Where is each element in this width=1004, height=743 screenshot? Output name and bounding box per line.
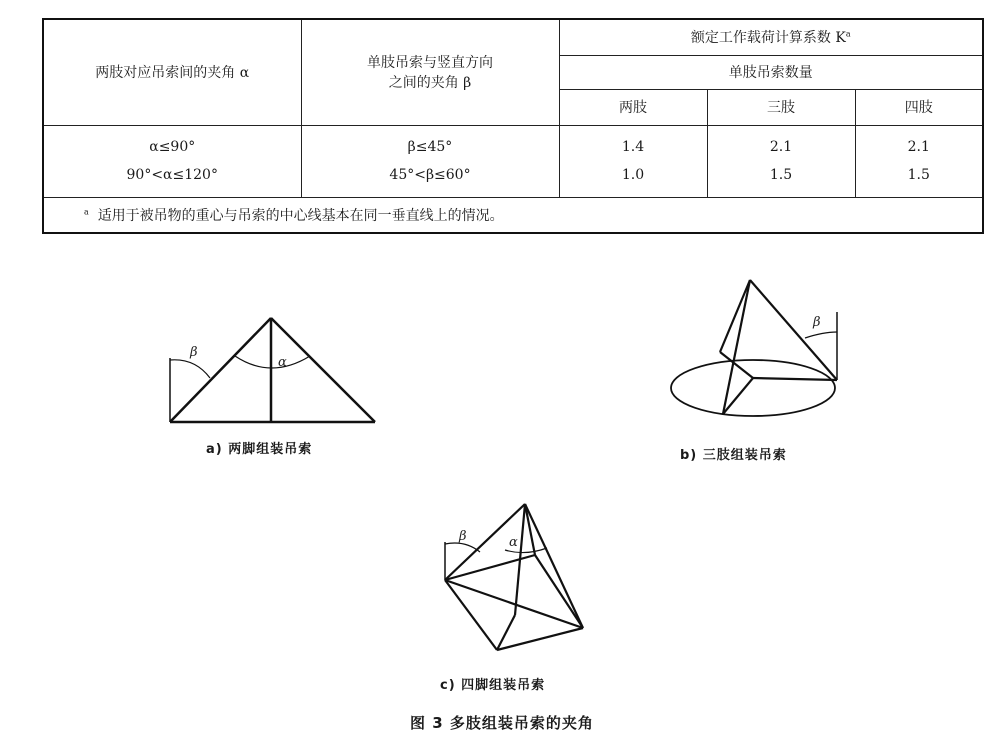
fig-c-base-front xyxy=(497,628,583,650)
fig-b-base-ellipse xyxy=(671,360,835,416)
fig-a-alpha-arc xyxy=(235,356,310,368)
fig-b-base-edge-1 xyxy=(720,352,753,378)
cell-beta-row2: 45°<β≤60° xyxy=(389,167,471,183)
header-k-factor xyxy=(559,19,983,55)
cell-three-row1: 2.1 xyxy=(769,139,793,155)
figure-b-caption: b) 三肢组装吊索 xyxy=(680,448,787,463)
header-alpha: 两肢对应吊索间的夹角 α xyxy=(43,19,301,125)
figure-a-two-leg-diagram xyxy=(160,310,390,430)
header-beta xyxy=(301,19,559,125)
header-k-text: 额定工作载荷计算系数 K xyxy=(690,30,846,47)
figure-a-caption: a) 两脚组装吊索 xyxy=(206,442,313,457)
fig-c-leg-right xyxy=(525,504,583,628)
fig-c-beta-label: β xyxy=(459,529,467,544)
fig-c-base-right xyxy=(535,555,583,628)
cell-three-row2: 1.5 xyxy=(769,167,793,183)
cell-alpha-row2: 90°<α≤120° xyxy=(126,167,218,183)
fig-b-leg-front xyxy=(723,280,750,414)
fig-c-alpha-label: α xyxy=(509,535,518,550)
load-factor-table xyxy=(42,18,984,234)
fig-b-base-edge-2 xyxy=(753,378,837,380)
figure-title: 图 3 多肢组装吊索的夹角 xyxy=(410,714,594,732)
cell-four xyxy=(855,125,983,197)
fig-c-base-left xyxy=(445,580,497,650)
cell-two-row1: 1.4 xyxy=(621,139,645,155)
figure-c-four-leg-diagram xyxy=(435,500,595,660)
fig-a-right-leg xyxy=(271,318,375,422)
header-beta-line2: 之间的夹角 β xyxy=(388,75,472,92)
footnote-mark: a xyxy=(84,206,89,216)
fig-a-alpha-label: α xyxy=(278,355,287,370)
cell-alpha-row1: α≤90° xyxy=(149,139,196,155)
cell-four-row1: 2.1 xyxy=(907,139,930,155)
cell-two xyxy=(559,125,707,197)
cell-beta xyxy=(301,125,559,197)
header-leg-count: 单肢吊索数量 xyxy=(559,55,983,89)
cell-three xyxy=(707,125,855,197)
load-factor-table-wrap xyxy=(42,18,982,234)
cell-four-row2: 1.5 xyxy=(907,167,930,183)
figure-b-three-leg-diagram xyxy=(665,270,845,420)
header-k-sup: a xyxy=(845,29,851,39)
fig-a-beta-arc xyxy=(170,360,210,378)
cell-beta-row1: β≤45° xyxy=(407,139,453,155)
fig-c-leg-back xyxy=(525,504,535,555)
fig-c-front-link xyxy=(497,615,515,650)
header-three-leg: 三肢 xyxy=(707,89,855,125)
fig-a-left-leg xyxy=(170,318,271,422)
header-beta-line1: 单肢吊索与竖直方向 xyxy=(367,55,493,72)
header-two-leg: 两肢 xyxy=(559,89,707,125)
figure-c-caption: c) 四脚组装吊索 xyxy=(440,678,546,693)
header-four-leg: 四肢 xyxy=(855,89,983,125)
fig-b-beta-arc xyxy=(805,332,837,338)
footnote-text: 适用于被吊物的重心与吊索的中心线基本在同一垂直线上的情况。 xyxy=(97,207,504,224)
fig-b-beta-label: β xyxy=(813,315,821,330)
fig-b-leg-right xyxy=(750,280,837,380)
cell-alpha xyxy=(43,125,301,197)
fig-b-leg-back xyxy=(720,280,750,352)
fig-a-beta-label: β xyxy=(190,345,198,360)
table-footnote xyxy=(43,197,983,233)
cell-two-row2: 1.0 xyxy=(621,167,645,183)
fig-c-diag-1 xyxy=(445,580,583,628)
